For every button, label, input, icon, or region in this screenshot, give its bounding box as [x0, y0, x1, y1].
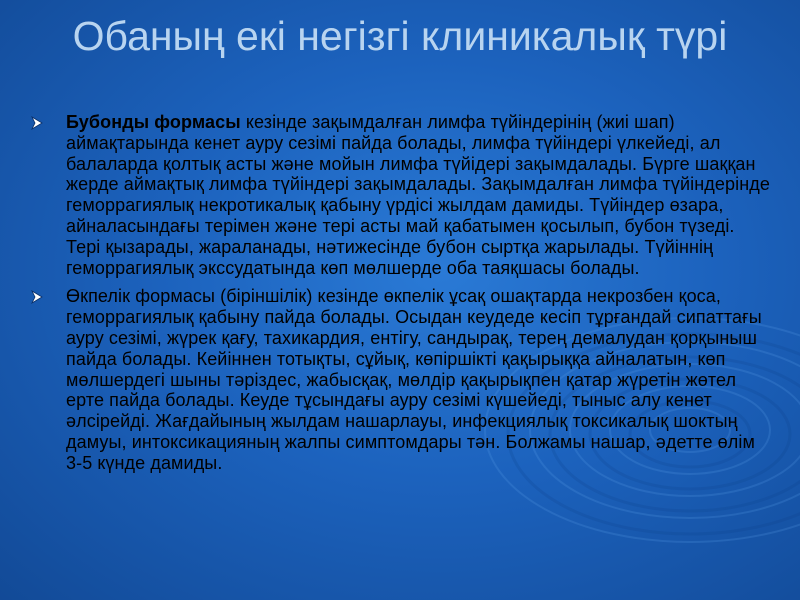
slide-title: Обаның екі негізгі клиникалық түрі — [72, 13, 728, 59]
bullet-list — [30, 112, 770, 482]
bullet-item-bubonic — [30, 112, 770, 278]
bullet-bold-heading: Бубонды формасы — [66, 112, 241, 132]
bullet-item-pulmonary — [30, 286, 770, 473]
arrow-bullet-icon — [30, 112, 66, 130]
bullet-body: Өкпелік формасы (біріншілік) кезінде өкпелік ұсақ ошақтарда некрозбен қоса, геморрагиялық қабыну пайда болады. Осыдан кеудеде кесіп тұрғандай сипаттағы ауру сезімі, жүрек қағу, тахикардия, ентігу, сандырақ, терең демалудан қорқыныш пайда болады. Кейіннен тотықты, сұйық, көпіршікті қақырыққа айналатын, көп мөлшердегі шыны тәріздес, жабысқақ, мөлдір қақырықпен қатар жүретін жөтел ерте пайда болады. Кеуде тұсындағы ауру сезімі күшейеді, тыныс алу кенет әлсірейді. Жағдайының жылдам нашарлауы, инфекциялық токсикалық шоктың дамуы, интоксикацияның жалпы симптомдары тән. Болжамы нашар, әдетте өлім 3-5 күнде дамиды. — [66, 286, 762, 473]
bullet-text — [66, 112, 770, 278]
arrow-bullet-icon — [30, 286, 66, 304]
bullet-text — [66, 286, 770, 473]
bullet-body: кезінде зақымдалған лимфа түйіндерінің (жиі шап) аймақтарында кенет ауру сезімі пайда болады, лимфа түйіндері үлкейеді, ал балаларда қолтық асты және мойын лимфа түйідері зақымдалады. Бүрге шаққан жерде аймақтық лимфа түйіндері зақымдалады. Зақымдалған лимфа түйіндерінде геморрагиялық некротикалық қабыну үрдісі жылдам дамиды. Түйіндер өзара, айналасындағы терімен және тері асты май қабатымен қосылып, бубон түзеді. Тері қызарады, жараланады, нәтижесінде бубон сыртқа жарылады. Түйіннің геморрагиялық экссудатында көп мөлшерде оба таяқшасы болады. — [66, 112, 770, 278]
